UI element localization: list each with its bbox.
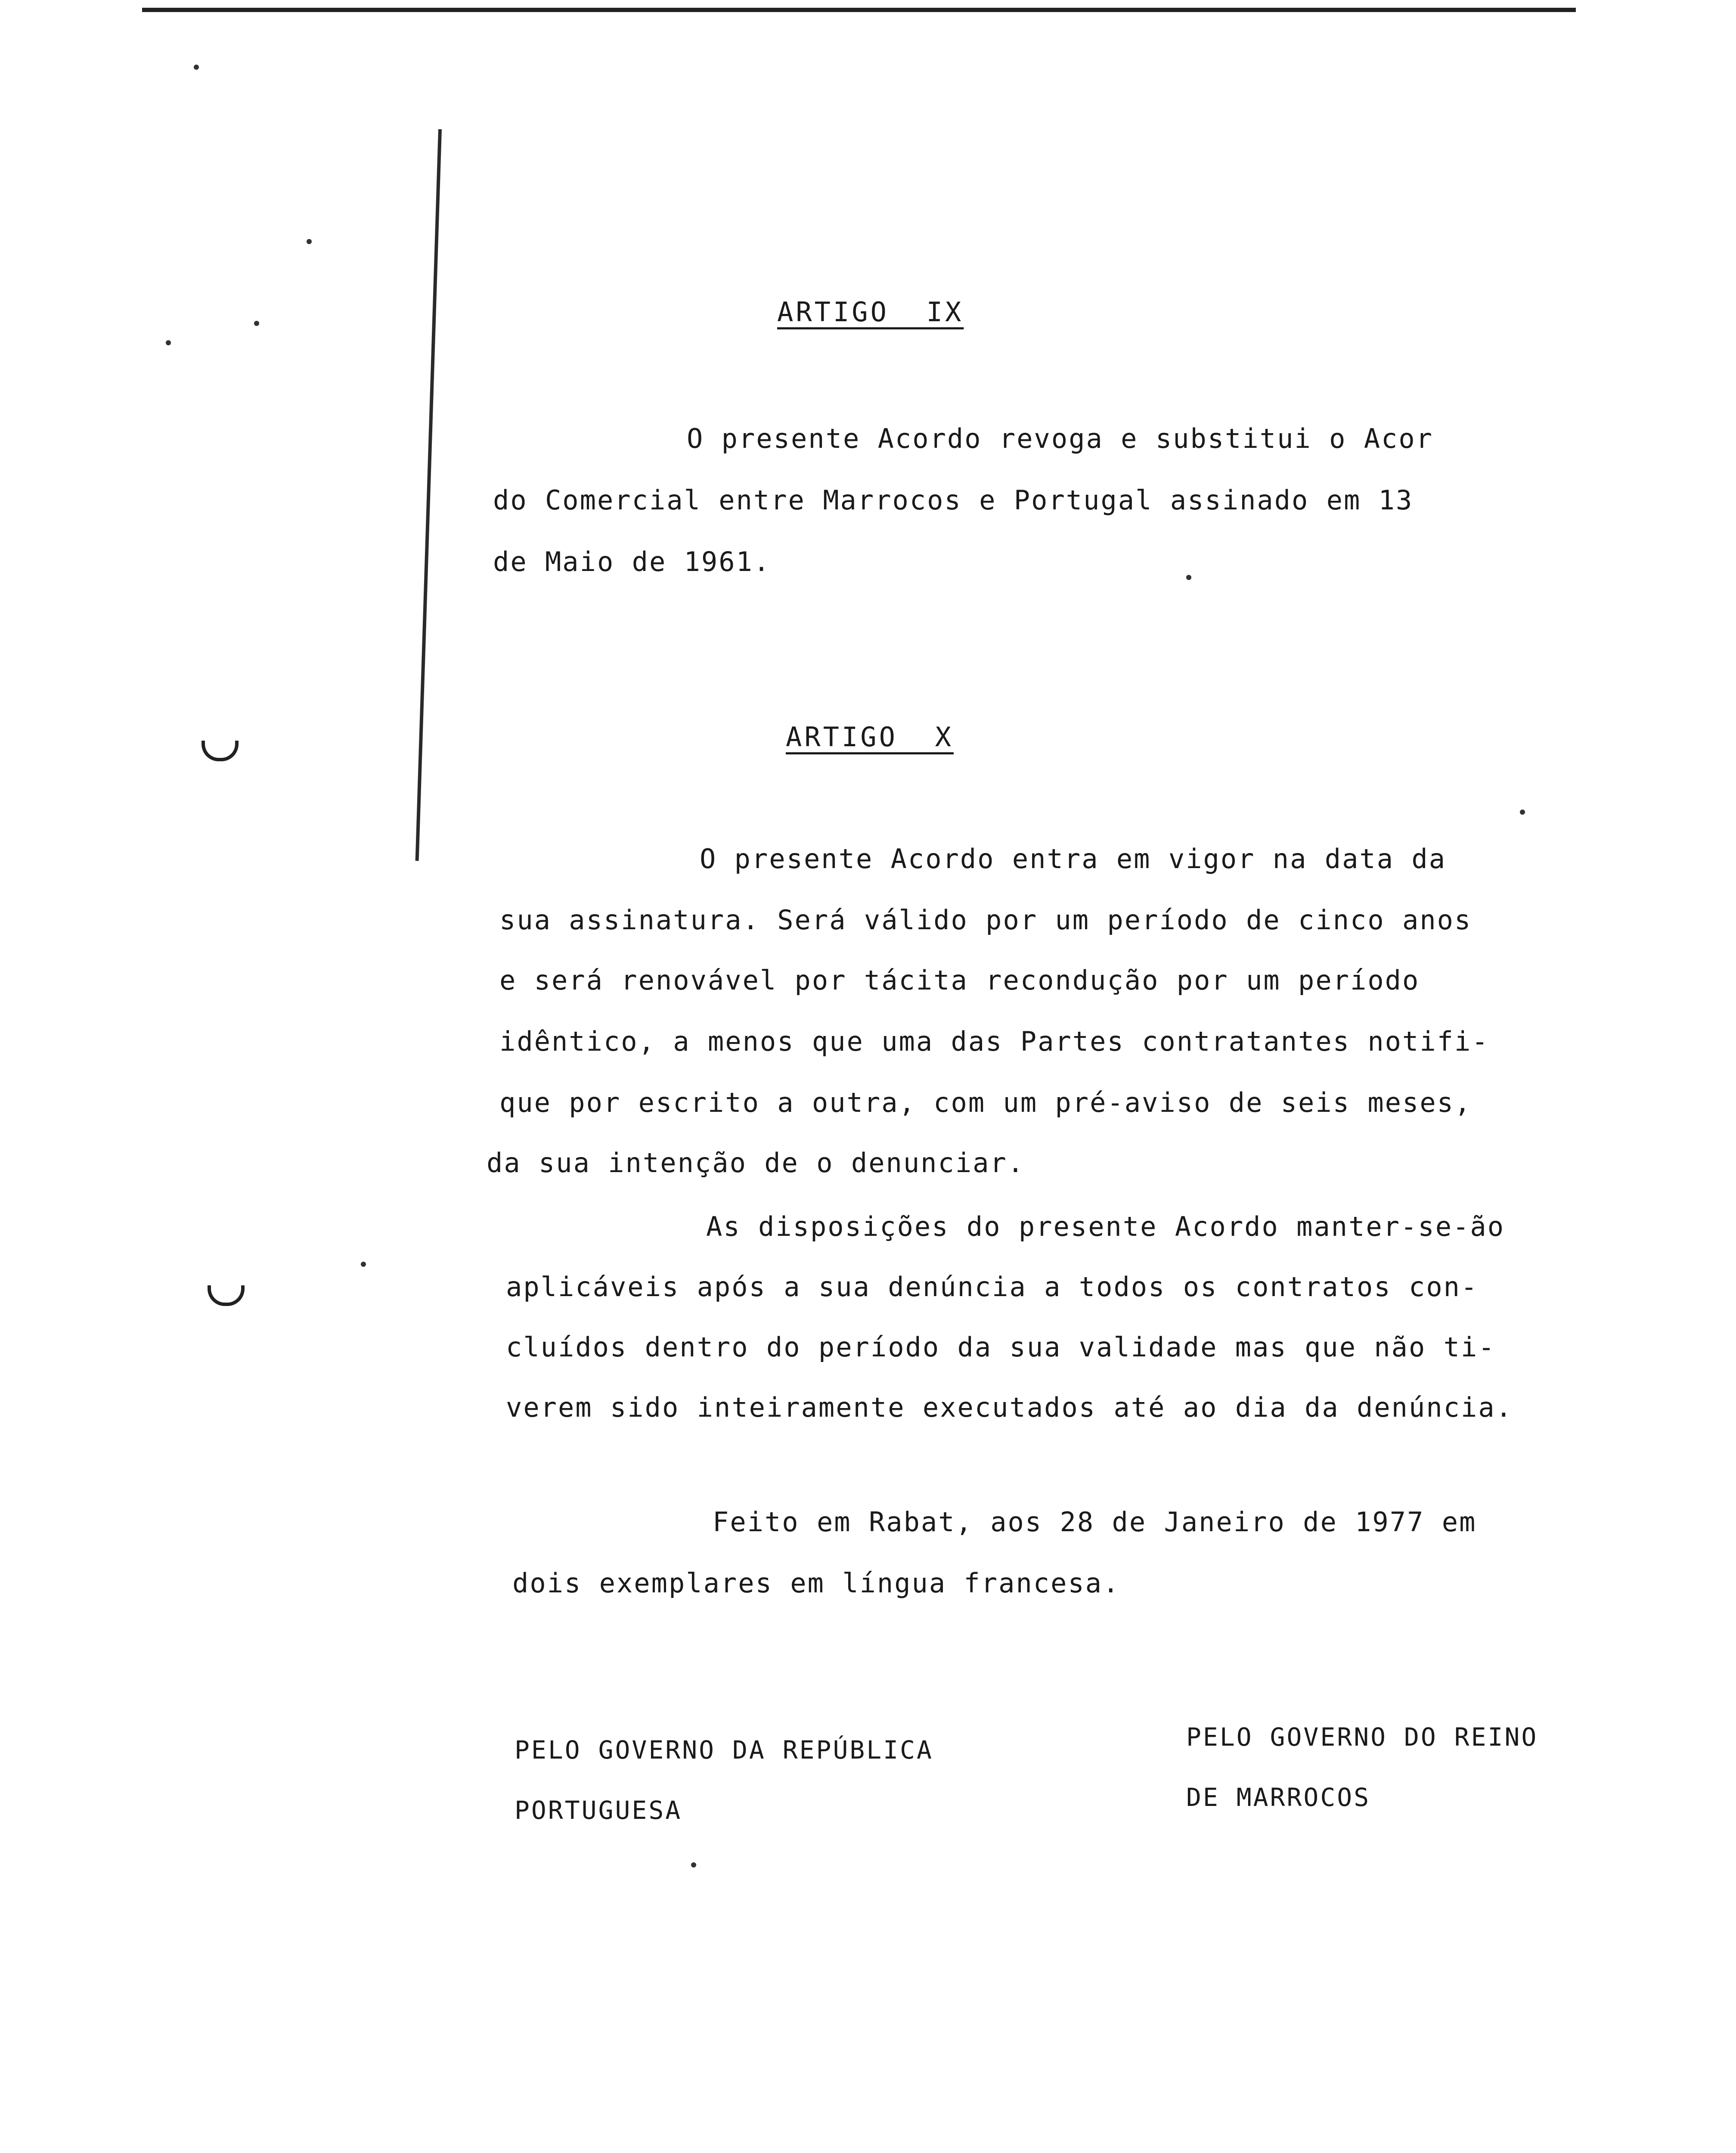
binder-hook-upper [202,741,239,761]
scan-speck [361,1262,366,1267]
scan-speck [307,239,312,244]
article-x-p2-line-3: cluídos dentro do período da sua validade mas que não ti- [506,1331,1496,1363]
top-rule [142,8,1576,12]
signature-right-line-1: PELO GOVERNO DO REINO [1186,1722,1538,1752]
scan-speck [1186,575,1191,580]
scan-speck [166,340,171,345]
scan-speck [691,1862,696,1868]
article-ix-line-3: de Maio de 1961. [493,546,771,577]
article-x-p2-line-4: verem sido inteiramente executados até ao dia da denúncia. [506,1392,1513,1423]
margin-line [415,129,442,861]
signature-left-line-1: PELO GOVERNO DA REPÚBLICA [515,1735,933,1765]
article-x-p1-line-5: que por escrito a outra, com um pré-aviso de seis meses, [499,1087,1472,1118]
signature-left-line-2: PORTUGUESA [515,1796,682,1825]
scan-speck [254,321,259,326]
scan-speck [1520,810,1525,815]
closing-line-1: Feito em Rabat, aos 28 de Janeiro de 1977 em [713,1506,1477,1538]
article-x-p2-line-1: As disposições do presente Acordo manter-se-ão [706,1211,1505,1242]
article-x-p1-line-4: idêntico, a menos que uma das Partes contratantes notifi- [499,1026,1489,1057]
closing-line-2: dois exemplares em língua francesa. [512,1567,1120,1599]
scan-speck [194,65,199,70]
article-x-p1-line-6: da sua intenção de o denunciar. [487,1147,1025,1179]
article-x-heading: ARTIGO X [786,721,954,753]
article-ix-heading: ARTIGO IX [777,296,964,328]
signature-right-line-2: DE MARROCOS [1186,1783,1371,1812]
article-x-p1-line-2: sua assinatura. Será válido por um período de cinco anos [499,904,1472,936]
article-ix-line-2: do Comercial entre Marrocos e Portugal assinado em 13 [493,484,1414,516]
article-x-p1-line-1: O presente Acordo entra em vigor na data da [700,843,1447,875]
article-ix-line-1: O presente Acordo revoga e substitui o Acor [687,423,1434,454]
binder-hook-lower [208,1285,245,1306]
article-x-p2-line-2: aplicáveis após a sua denúncia a todos os contratos con- [506,1271,1479,1303]
article-x-p1-line-3: e será renovável por tácita recondução por um período [499,965,1420,996]
